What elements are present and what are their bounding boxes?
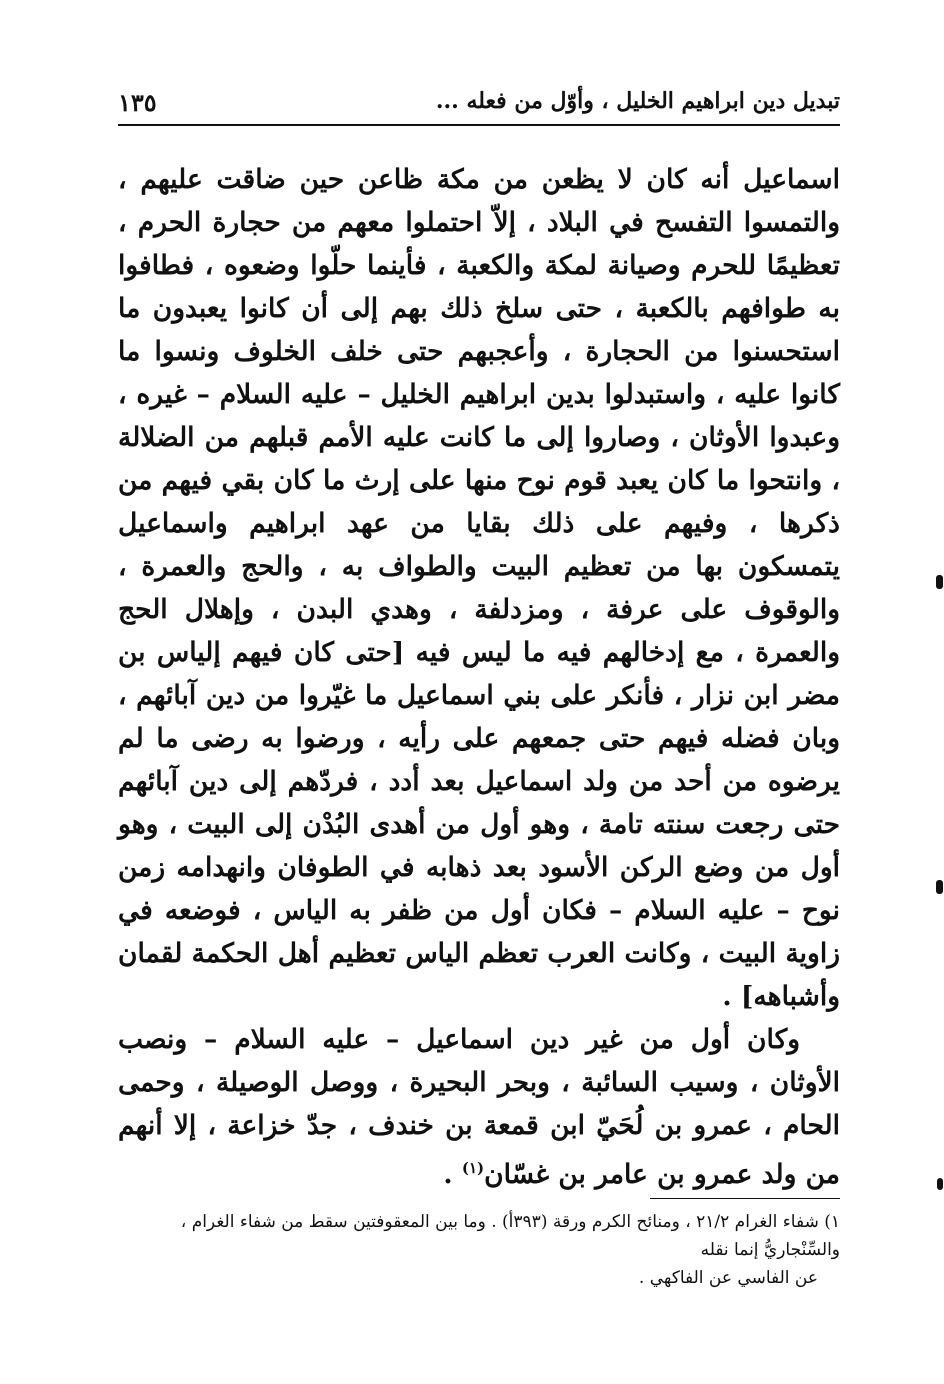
paragraph	[118, 1018, 840, 1196]
page-header	[118, 82, 840, 122]
scan-mark	[936, 880, 943, 894]
body-text	[118, 158, 840, 1196]
page-number: ١٣٥	[118, 88, 157, 117]
scan-mark	[937, 1178, 943, 1190]
header-rule	[118, 124, 840, 126]
footnote-marker: (١)	[461, 1159, 485, 1177]
footnote-line: عن الفاسي عن الفاكهي .	[638, 1268, 818, 1288]
paragraph-closing: .	[443, 1158, 462, 1190]
footnote-rule	[650, 1198, 840, 1199]
scan-mark	[936, 575, 943, 589]
footnote-line: ١) شفاء الغرام ٢١/٢ ، ومنائح الكرم ورقة (٣٩٣أ) . وما بين المعقوفتين سقط من شفاء الغرام ، والسِّنْجاريُّ إنما نقله	[180, 1212, 840, 1260]
paragraph: اسماعيل أنه كان لا يظعن من مكة ظاعن حين ضاقت عليهم ، والتمسوا التفسح في البلاد ، إلاّ احتملوا معهم من حجارة الحرم ، تعظيمًا للحرم وصيانة لمكة والكعبة ، فأينما حلّوا وضعوه ، فطافوا به طوافهم بالكعبة ، حتى سلخ ذلك بهم إلى أن كانوا يعبدون ما استحسنوا من الحجارة ، وأعجبهم حتى خلف الخلوف ونسوا ما كانوا عليه ، واستبدلوا بدين ابراهيم الخليل – عليه السلام – غيره ، وعبدوا الأوثان ، وصاروا إلى ما كانت عليه الأمم قبلهم من الضلالة ، وانتحوا ما كان يعبد قوم نوح منها على إرث ما كان بقي فيهم من ذكرها ، وفيهم على ذلك بقايا من عهد ابراهيم واسماعيل يتمسكون بها من تعظيم البيت والطواف به ، والحج والعمرة ، والوقوف على عرفة ، ومزدلفة ، وهدي البدن ، وإهلال الحج والعمرة ، مع إدخالهم فيه ما ليس فيه [حتى كان فيهم إلياس بن مضر ابن نزار ، فأنكر على بني اسماعيل ما غيّروا من دين آبائهم ، وبان فضله فيهم حتى جمعهم على رأيه ، ورضوا به رضى ما لم يرضوه من أحد من ولد اسماعيل بعد أدد ، فردّهم إلى دين آبائهم حتى رجعت سنته تامة ، وهو أول من أهدى البُدْن إلى البيت ، وهو أول من وضع الركن الأسود بعد ذهابه في الطوفان وانهدامه زمن نوح – عليه السلام – فكان أول من ظفر به الياس ، فوضعه في زاوية البيت ، وكانت العرب تعظم الياس تعظيم أهل الحكمة لقمان وأشباهه] .	[118, 164, 841, 1012]
footnote	[118, 1208, 840, 1292]
running-title: تبديل دين ابراهيم الخليل ، وأوّل من فعله ...	[435, 88, 840, 114]
paragraph-text: وكان أول من غير دين اسماعيل – عليه السلام – ونصب الأوثان ، وسيب السائبة ، وبحر البحيرة ، ووصل الوصيلة ، وحمى الحام ، عمرو بن لُحَيّ ابن قمعة بن خندف ، جدّ خزاعة ، إلا أنهم من ولد عمرو بن عامر بن غسّان	[118, 1024, 840, 1190]
